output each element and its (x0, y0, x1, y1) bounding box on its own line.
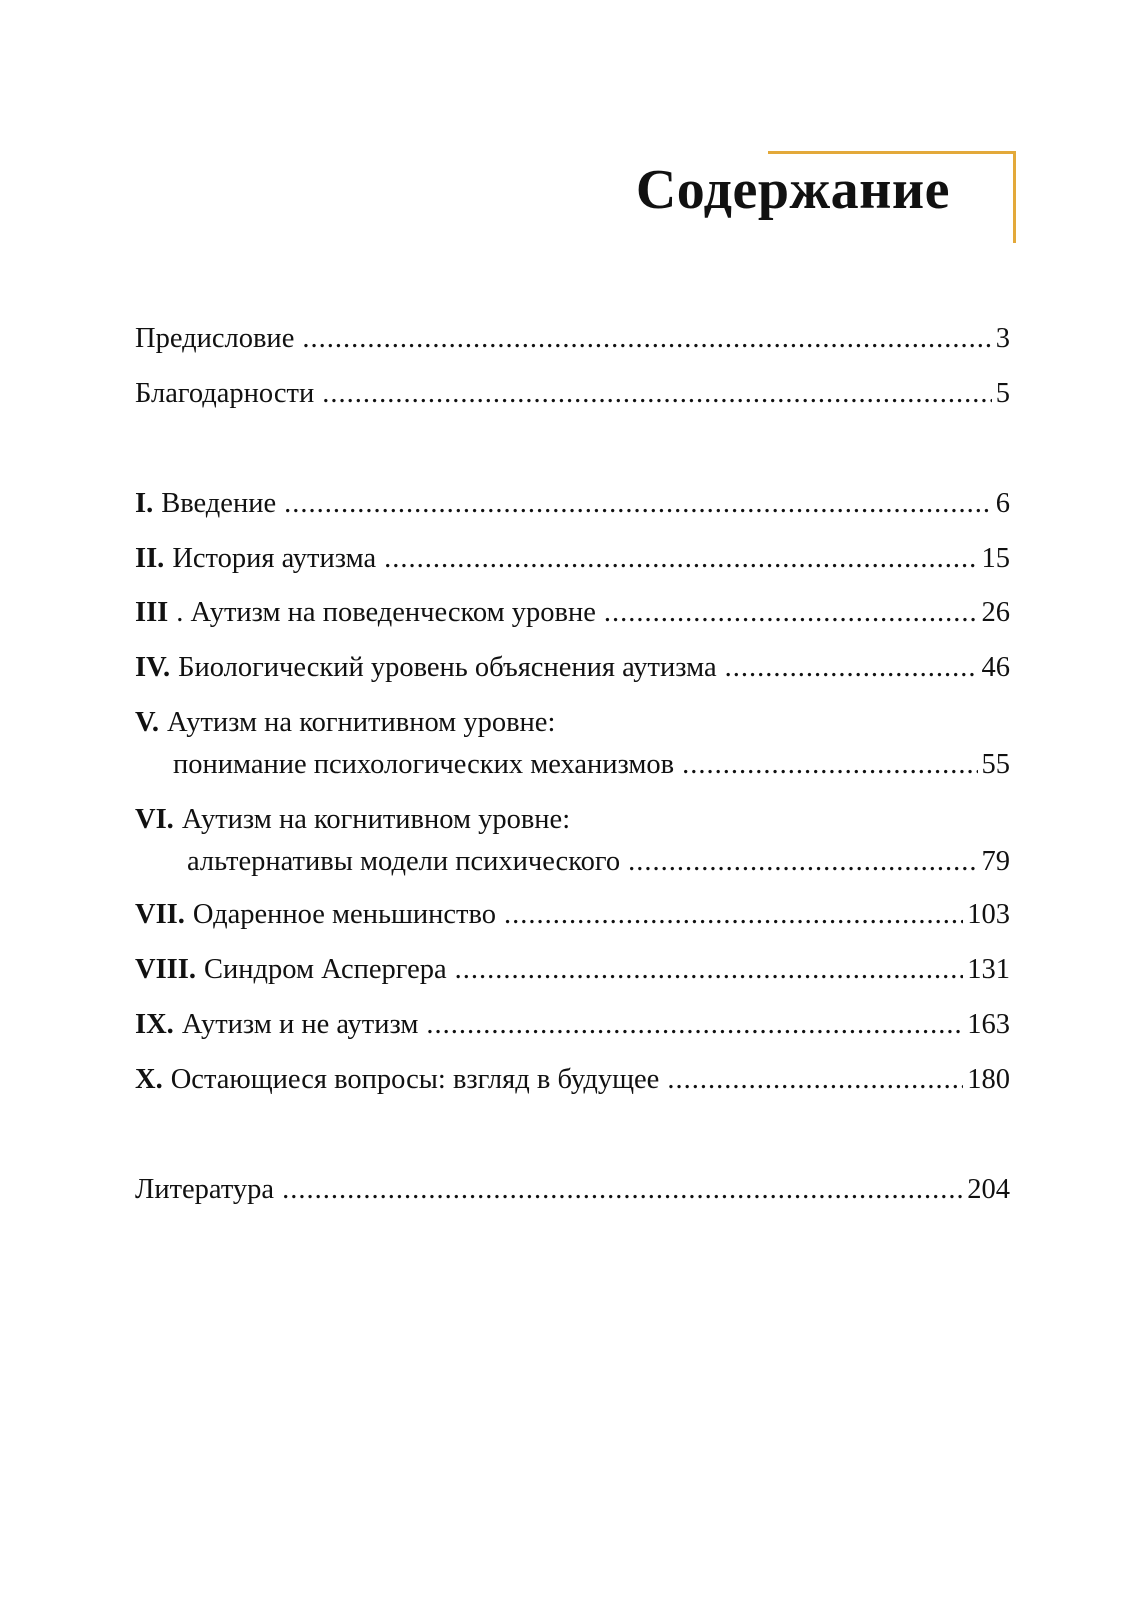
chapter-number: VII. (135, 899, 185, 930)
page-number: 26 (981, 597, 1010, 628)
chapter-number: IX. (135, 1009, 174, 1040)
toc-entry[interactable] (135, 1173, 1010, 1207)
toc-entry-line (135, 377, 1010, 411)
toc-entry[interactable] (135, 542, 1010, 576)
page-number: 5 (995, 378, 1010, 409)
page-number: 55 (981, 749, 1010, 780)
page-number: 204 (967, 1174, 1010, 1205)
chapter-number: III (135, 597, 169, 628)
toc-entry-line (135, 1173, 1010, 1207)
toc-entry[interactable] (135, 377, 1010, 411)
chapter-number: I. (135, 488, 154, 519)
toc-entry[interactable] (135, 898, 1010, 932)
dot-leader (302, 322, 991, 356)
dot-leader (667, 1063, 963, 1097)
toc-entry-line (135, 487, 1010, 521)
entry-title: Литература (135, 1174, 275, 1205)
page-number: 46 (981, 652, 1010, 683)
entry-title: . Аутизм на поведенческом уровне (176, 597, 596, 628)
entry-title: Введение (161, 488, 277, 519)
toc-entry[interactable] (135, 487, 1010, 521)
toc-entry-line (135, 322, 1010, 356)
entry-title: Благодарности (135, 378, 315, 409)
page-number: 163 (967, 1009, 1010, 1040)
chapter-number: II. (135, 543, 165, 574)
entry-title: Предисловие (135, 323, 295, 354)
dot-leader (504, 898, 963, 932)
dot-leader (725, 651, 978, 685)
page-number: 6 (995, 488, 1010, 519)
entry-title: История аутизма (172, 543, 377, 574)
entry-title-continued: альтернативы модели психического (187, 846, 621, 877)
toc-entry-line (135, 706, 1010, 740)
toc-entry-line (135, 953, 1010, 987)
toc-entry-line (135, 596, 1010, 630)
page-number: 103 (967, 899, 1010, 930)
chapter-number: V. (135, 707, 160, 738)
dot-leader (604, 596, 978, 630)
toc-entry[interactable] (135, 953, 1010, 987)
toc-entry-line (135, 542, 1010, 576)
toc-entry-line (135, 898, 1010, 932)
page-number: 3 (995, 323, 1010, 354)
entry-title: Аутизм на когнитивном уровне: (167, 707, 556, 738)
page-title: Содержание (635, 159, 950, 221)
page-number: 79 (981, 846, 1010, 877)
entry-title: Остающиеся вопросы: взгляд в будущее (170, 1064, 660, 1095)
dot-leader (322, 377, 992, 411)
entry-title-continued: понимание психологических механизмов (173, 749, 675, 780)
page-number: 15 (981, 543, 1010, 574)
dot-leader (282, 1173, 963, 1207)
title-bracket-top (768, 151, 1016, 154)
chapter-number: IV. (135, 652, 171, 683)
toc-entry-line (135, 748, 1010, 782)
page-number: 131 (967, 954, 1010, 985)
toc-entry[interactable] (135, 322, 1010, 356)
dot-leader (682, 748, 977, 782)
entry-title: Синдром Аспергера (203, 954, 447, 985)
toc-entry[interactable] (135, 651, 1010, 685)
toc-entry-line (135, 845, 1010, 879)
toc-entry-line (135, 1063, 1010, 1097)
toc-entry-line (135, 803, 1010, 837)
entry-title: Биологический уровень объяснения аутизма (178, 652, 717, 683)
toc-entry-line (135, 651, 1010, 685)
toc-entry[interactable] (135, 706, 1010, 782)
chapter-number: VI. (135, 804, 174, 835)
chapter-number: X. (135, 1064, 163, 1095)
entry-title: Аутизм на когнитивном уровне: (181, 804, 571, 835)
toc-entry[interactable] (135, 596, 1010, 630)
dot-leader (426, 1008, 963, 1042)
toc-entry[interactable] (135, 803, 1010, 879)
title-bracket-side (1013, 151, 1016, 243)
dot-leader (455, 953, 964, 987)
toc-entry-line (135, 1008, 1010, 1042)
toc-entry[interactable] (135, 1008, 1010, 1042)
chapter-number: VIII. (135, 954, 196, 985)
dot-leader (384, 542, 977, 576)
entry-title: Аутизм и не аутизм (181, 1009, 419, 1040)
dot-leader (284, 487, 992, 521)
toc-entry[interactable] (135, 1063, 1010, 1097)
entry-title: Одаренное меньшинство (192, 899, 497, 930)
dot-leader (628, 845, 977, 879)
page-number: 180 (967, 1064, 1010, 1095)
